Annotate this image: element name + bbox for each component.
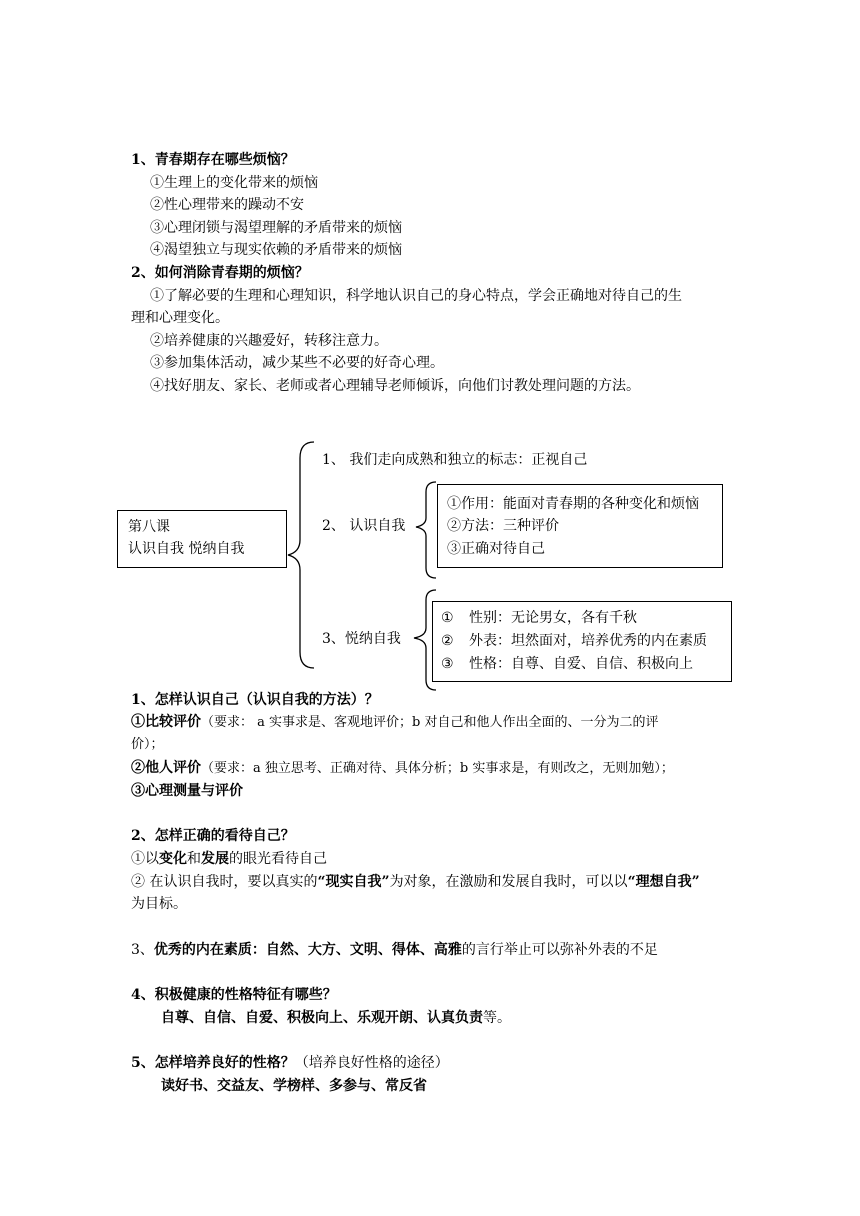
view-self-continuation: 为目标。	[131, 896, 187, 912]
question-1-heading: 1、青春期存在哪些烦恼？	[131, 152, 295, 168]
method-3: ③心理测量与评价	[131, 783, 243, 799]
text-span: 等。	[483, 1010, 511, 1026]
traits-keywords: 自尊、自信、自爱、积极向上、乐观开朗、认真负责	[161, 1010, 483, 1026]
text-span: 3、	[131, 942, 154, 958]
method-heading: 1、怎样认识自己（认识自我的方法）？	[131, 692, 379, 708]
personality-traits	[161, 1007, 511, 1029]
keyword-development: 发展	[201, 851, 229, 867]
accept-self-box	[432, 601, 732, 682]
list-item: ②培养健康的兴趣爱好，转移注意力。	[150, 333, 388, 349]
method-1	[131, 711, 658, 734]
box-item: 外表：坦然面对，培养优秀的内在素质	[469, 633, 707, 649]
inner-quality-line	[131, 939, 658, 961]
list-item: ①了解必要的生理和心理知识，科学地认识自己的身心特点，学会正确地对待自己的生	[150, 288, 682, 304]
text-span: ①以	[131, 851, 159, 867]
lesson-subtitle: 认识自我 悦纳自我	[128, 541, 245, 557]
box-item: 性别：无论男女，各有千秋	[469, 610, 637, 626]
method-1-continuation: 价）；	[131, 737, 164, 752]
list-item: ①生理上的变化带来的烦恼	[150, 175, 318, 191]
keyword-ideal-self: “理想自我”	[627, 874, 700, 890]
method-2-title: ②他人评价	[131, 760, 201, 776]
box-item-number: ③	[441, 656, 454, 672]
box-item-number: ①	[441, 610, 454, 626]
box-item: ②方法：三种评价	[447, 518, 559, 534]
branch-3: 3、悦纳自我	[322, 631, 401, 647]
keyword-change: 变化	[159, 851, 187, 867]
branch-2: 2、 认识自我	[322, 518, 406, 534]
text-span: 为对象，在激励和发展自我时，可以以	[389, 874, 628, 890]
cultivate-question: 5、怎样培养良好的性格？	[131, 1055, 295, 1071]
box-item: ③正确对待自己	[447, 541, 545, 557]
inner-quality-keywords: 优秀的内在素质：自然、大方、文明、得体、高雅	[153, 942, 462, 958]
view-self-item-2	[131, 871, 700, 893]
list-item: ③参加集体活动，减少某些不必要的好奇心理。	[150, 355, 444, 371]
method-1-title: ①比较评价	[131, 714, 201, 730]
personality-heading: 4、积极健康的性格特征有哪些？	[131, 987, 337, 1003]
box-item: 性格：自尊、自爱、自信、积极向上	[469, 656, 693, 672]
text-span: 的言行举止可以弥补外表的不足	[461, 942, 658, 958]
list-item: ④找好朋友、家长、老师或者心理辅导老师倾诉，向他们讨教处理问题的方法。	[150, 378, 640, 394]
text-span: ② 在认识自我时，要以真实的	[131, 874, 318, 890]
text-span: 和	[187, 851, 201, 867]
branch-1: 1、 我们走向成熟和独立的标志：正视自己	[322, 452, 588, 468]
box-item: ①作用：能面对青春期的各种变化和烦恼	[447, 496, 699, 512]
view-self-heading: 2、怎样正确的看待自己？	[131, 828, 295, 844]
question-2-heading: 2、如何消除青春期的烦恼？	[131, 265, 309, 281]
cultivate-heading	[131, 1052, 449, 1074]
method-2-text: （要求：a 独立思考、正确对待、具体分析；b 实事求是，有则改之，无则加勉）；	[201, 761, 674, 776]
text-span: 的眼光看待自己	[229, 851, 327, 867]
method-1-text: （要求： a 实事求是、客观地评价；b 对自己和他人作出全面的、一分为二的评	[201, 715, 659, 730]
lesson-title: 第八课	[128, 519, 170, 535]
view-self-item-1	[131, 848, 327, 870]
list-item: ④渴望独立与现实依赖的矛盾带来的烦恼	[150, 242, 402, 258]
keyword-real-self: “现实自我”	[317, 874, 390, 890]
box-item-number: ②	[441, 633, 454, 649]
list-item-continuation: 理和心理变化。	[131, 310, 229, 326]
cultivate-answer: 读好书、交益友、学榜样、多参与、常反省	[161, 1078, 427, 1094]
method-2	[131, 757, 674, 780]
cultivate-note: （培养良好性格的途径）	[294, 1055, 449, 1071]
list-item: ③心理闭锁与渴望理解的矛盾带来的烦恼	[150, 220, 402, 236]
list-item: ②性心理带来的躁动不安	[150, 197, 304, 213]
